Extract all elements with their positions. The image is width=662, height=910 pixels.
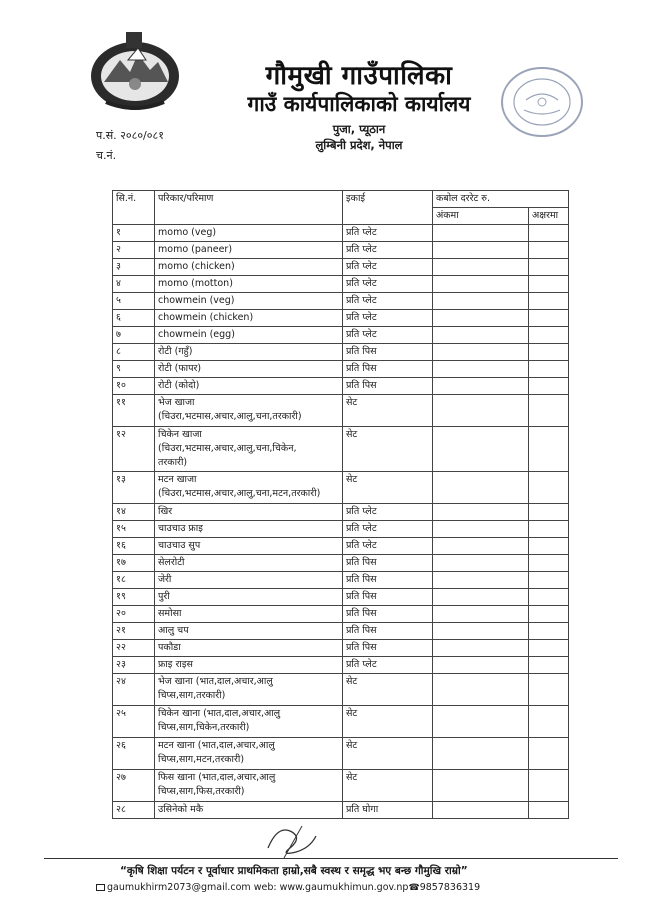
table-row	[113, 293, 569, 310]
mail-icon	[96, 884, 105, 891]
row-rate-figures[interactable]	[433, 555, 529, 572]
reference-number: प.सं. २०८०/०८१	[96, 129, 164, 142]
row-item	[155, 572, 343, 589]
address-line-2: लुम्बिनी प्रदेश, नेपाल	[315, 138, 403, 152]
row-item-name: जेरी	[158, 574, 172, 585]
row-sn: १८	[113, 572, 155, 589]
row-rate-figures[interactable]	[433, 589, 529, 606]
row-item-name: उसिनेको मकै	[158, 804, 204, 815]
row-rate-words[interactable]	[529, 623, 569, 640]
row-item	[155, 640, 343, 657]
row-sn: ४	[113, 276, 155, 293]
header-item: परिकार/परिमाण	[155, 191, 343, 225]
row-rate-figures[interactable]	[433, 427, 529, 472]
header-in-words: अक्षरमा	[529, 208, 569, 225]
row-rate-figures[interactable]	[433, 657, 529, 674]
row-item	[155, 276, 343, 293]
table-row	[113, 242, 569, 259]
row-item-detail: चिप्स,साग,मटन,तरकारी)	[158, 754, 245, 765]
row-rate-words[interactable]	[529, 657, 569, 674]
table-row	[113, 606, 569, 623]
row-unit: प्रति प्लेट	[343, 276, 433, 293]
row-item	[155, 623, 343, 640]
table-row	[113, 504, 569, 521]
row-item	[155, 657, 343, 674]
row-unit: प्रति पिस	[343, 378, 433, 395]
row-unit: सेट	[343, 738, 433, 770]
rate-table	[112, 190, 569, 819]
row-rate-figures[interactable]	[433, 504, 529, 521]
row-rate-words[interactable]	[529, 378, 569, 395]
table-row	[113, 361, 569, 378]
row-item	[155, 504, 343, 521]
row-rate-figures[interactable]	[433, 395, 529, 427]
row-unit: प्रति पिस	[343, 572, 433, 589]
row-unit: प्रति प्लेट	[343, 657, 433, 674]
row-unit: सेट	[343, 472, 433, 504]
row-sn: २१	[113, 623, 155, 640]
row-unit: प्रति पिस	[343, 344, 433, 361]
table-row	[113, 589, 569, 606]
row-rate-words[interactable]	[529, 572, 569, 589]
row-item-name: रोटी (फापर)	[158, 363, 202, 374]
table-row	[113, 640, 569, 657]
row-sn: ९	[113, 361, 155, 378]
row-rate-words[interactable]	[529, 361, 569, 378]
row-sn: १५	[113, 521, 155, 538]
row-item	[155, 293, 343, 310]
row-item-name: सेलरोटी	[158, 557, 185, 568]
row-item	[155, 674, 343, 706]
row-item	[155, 395, 343, 427]
row-rate-words[interactable]	[529, 640, 569, 657]
table-row	[113, 657, 569, 674]
row-item-name: चिकेन खाना (भात,दाल,अचार,आलु	[158, 708, 281, 719]
row-rate-words[interactable]	[529, 589, 569, 606]
table-row	[113, 259, 569, 276]
row-rate-words[interactable]	[529, 606, 569, 623]
row-item-detail-2: तरकारी)	[158, 457, 188, 468]
table-row	[113, 472, 569, 504]
table-row	[113, 770, 569, 802]
row-unit: प्रति पिस	[343, 555, 433, 572]
row-rate-figures[interactable]	[433, 225, 529, 242]
row-unit: प्रति पिस	[343, 623, 433, 640]
row-sn: ५	[113, 293, 155, 310]
row-sn: २	[113, 242, 155, 259]
row-sn: २८	[113, 802, 155, 819]
table-row	[113, 674, 569, 706]
row-rate-figures[interactable]	[433, 572, 529, 589]
row-sn: २७	[113, 770, 155, 802]
row-rate-words[interactable]	[529, 472, 569, 504]
row-item-name: chowmein (veg)	[158, 295, 235, 306]
row-unit: प्रति प्लेट	[343, 504, 433, 521]
row-rate-words[interactable]	[529, 674, 569, 706]
row-item-detail: चिप्स,साग,तरकारी)	[158, 690, 226, 701]
office-subtitle: गाउँ कार्यपालिकाको कार्यालय	[247, 92, 471, 116]
footer-email[interactable]: gaumukhirm2073@gmail.com	[107, 882, 251, 893]
row-sn: १६	[113, 538, 155, 555]
row-sn: ८	[113, 344, 155, 361]
row-sn: २३	[113, 657, 155, 674]
row-rate-words[interactable]	[529, 395, 569, 427]
header-unit: इकाई	[343, 191, 433, 225]
table-row	[113, 327, 569, 344]
row-item	[155, 472, 343, 504]
row-sn: ११	[113, 395, 155, 427]
row-sn: २४	[113, 674, 155, 706]
table-row	[113, 276, 569, 293]
table-row	[113, 378, 569, 395]
row-rate-words[interactable]	[529, 259, 569, 276]
row-rate-figures[interactable]	[433, 259, 529, 276]
row-rate-words[interactable]	[529, 276, 569, 293]
table-row	[113, 572, 569, 589]
row-item-name: chowmein (egg)	[158, 329, 235, 340]
footer-divider	[44, 858, 618, 859]
footer-web[interactable]: web: www.gaumukhimun.gov.np	[253, 882, 409, 893]
footer-phone: 9857836319	[419, 882, 481, 893]
header-in-figures: अंकमा	[433, 208, 529, 225]
row-unit: प्रति प्लेट	[343, 538, 433, 555]
row-sn: १७	[113, 555, 155, 572]
row-unit: प्रति प्लेट	[343, 293, 433, 310]
row-rate-figures[interactable]	[433, 706, 529, 738]
row-rate-figures[interactable]	[433, 310, 529, 327]
row-item	[155, 555, 343, 572]
row-sn: २२	[113, 640, 155, 657]
row-item	[155, 427, 343, 472]
row-unit: प्रति पिस	[343, 606, 433, 623]
row-rate-words[interactable]	[529, 555, 569, 572]
row-rate-figures[interactable]	[433, 640, 529, 657]
row-item	[155, 521, 343, 538]
row-item-detail: चिप्स,साग,चिकेन,तरकारी)	[158, 722, 250, 733]
row-rate-words[interactable]	[529, 538, 569, 555]
signature-icon	[262, 818, 322, 862]
row-item-name: रोटी (कोदो)	[158, 380, 200, 391]
row-item-name: भेज खाना (भात,दाल,अचार,आलु	[158, 676, 273, 687]
row-sn: १०	[113, 378, 155, 395]
government-emblem-icon	[86, 30, 184, 114]
row-unit: सेट	[343, 770, 433, 802]
row-item-detail: (चिउरा,भटमास,अचार,आलु,चना,मटन,तरकारी)	[158, 488, 321, 499]
row-rate-figures[interactable]	[433, 242, 529, 259]
row-unit: सेट	[343, 674, 433, 706]
row-item-name: चाउचाउ सुप	[158, 540, 201, 551]
row-rate-figures[interactable]	[433, 674, 529, 706]
row-unit: प्रति प्लेट	[343, 242, 433, 259]
row-rate-figures[interactable]	[433, 361, 529, 378]
row-sn: २०	[113, 606, 155, 623]
row-sn: १४	[113, 504, 155, 521]
row-item-name: momo (veg)	[158, 227, 217, 238]
table-row	[113, 538, 569, 555]
row-unit: सेट	[343, 706, 433, 738]
header-rate: कबोल दररेट रु.	[433, 191, 569, 208]
row-rate-figures[interactable]	[433, 276, 529, 293]
row-item-name: momo (paneer)	[158, 244, 233, 255]
row-item-detail: (चिउरा,भटमास,अचार,आलु,चना,चिकेन,	[158, 443, 297, 454]
row-item	[155, 802, 343, 819]
row-unit: प्रति घोगा	[343, 802, 433, 819]
row-rate-words[interactable]	[529, 504, 569, 521]
row-item	[155, 242, 343, 259]
row-item	[155, 310, 343, 327]
table-row	[113, 395, 569, 427]
row-sn: २६	[113, 738, 155, 770]
table-row	[113, 555, 569, 572]
row-item	[155, 706, 343, 738]
row-item-name: आलु चप	[158, 625, 189, 636]
table-row	[113, 225, 569, 242]
row-rate-figures[interactable]	[433, 623, 529, 640]
row-item-name: समोसा	[158, 608, 182, 619]
row-unit: प्रति प्लेट	[343, 225, 433, 242]
row-rate-figures[interactable]	[433, 344, 529, 361]
row-rate-words[interactable]	[529, 293, 569, 310]
row-item-name: मटन खाजा	[158, 474, 197, 485]
table-row	[113, 623, 569, 640]
row-unit: प्रति पिस	[343, 640, 433, 657]
row-item-detail: (चिउरा,भटमास,अचार,आलु,चना,तरकारी)	[158, 411, 302, 422]
row-item	[155, 538, 343, 555]
table-row	[113, 802, 569, 819]
table-row	[113, 521, 569, 538]
row-rate-words[interactable]	[529, 327, 569, 344]
row-item	[155, 259, 343, 276]
row-rate-figures[interactable]	[433, 538, 529, 555]
row-item-name: फिस खाना (भात,दाल,अचार,आलु	[158, 772, 276, 783]
row-unit: प्रति प्लेट	[343, 521, 433, 538]
table-row	[113, 738, 569, 770]
row-rate-words[interactable]	[529, 738, 569, 770]
row-unit: सेट	[343, 395, 433, 427]
row-sn: ३	[113, 259, 155, 276]
table-row	[113, 310, 569, 327]
row-rate-figures[interactable]	[433, 606, 529, 623]
row-rate-words[interactable]	[529, 225, 569, 242]
dispatch-number: च.नं.	[96, 149, 117, 162]
header-sn: सि.नं.	[113, 191, 155, 225]
row-rate-words[interactable]	[529, 242, 569, 259]
row-item-name: momo (motton)	[158, 278, 233, 289]
row-rate-figures[interactable]	[433, 327, 529, 344]
row-item	[155, 770, 343, 802]
row-item	[155, 225, 343, 242]
row-rate-words[interactable]	[529, 344, 569, 361]
row-unit: सेट	[343, 427, 433, 472]
row-unit: प्रति पिस	[343, 361, 433, 378]
row-item-name: खिर	[158, 506, 173, 517]
row-item-name: chowmein (chicken)	[158, 312, 254, 323]
row-item-name: चिकेन खाजा	[158, 429, 202, 440]
row-rate-figures[interactable]	[433, 378, 529, 395]
row-rate-figures[interactable]	[433, 802, 529, 819]
row-item	[155, 344, 343, 361]
row-rate-figures[interactable]	[433, 521, 529, 538]
row-item	[155, 378, 343, 395]
row-rate-figures[interactable]	[433, 738, 529, 770]
table-row	[113, 344, 569, 361]
row-rate-words[interactable]	[529, 770, 569, 802]
row-unit: प्रति प्लेट	[343, 327, 433, 344]
table-row	[113, 427, 569, 472]
row-rate-figures[interactable]	[433, 770, 529, 802]
row-item-name: पकौडा	[158, 642, 181, 653]
phone-icon: ☎	[408, 883, 420, 893]
row-item	[155, 361, 343, 378]
row-item	[155, 327, 343, 344]
table-header-row	[113, 191, 569, 208]
row-sn: १२	[113, 427, 155, 472]
row-item	[155, 606, 343, 623]
row-sn: ७	[113, 327, 155, 344]
row-item	[155, 589, 343, 606]
row-item-name: momo (chicken)	[158, 261, 235, 272]
row-item-name: फ्राइ राइस	[158, 659, 193, 670]
row-sn: १९	[113, 589, 155, 606]
row-sn: १३	[113, 472, 155, 504]
table-row	[113, 706, 569, 738]
row-unit: प्रति प्लेट	[343, 259, 433, 276]
address-line-1: पुजा, प्यूठान	[332, 122, 386, 136]
row-sn: ६	[113, 310, 155, 327]
footer-slogan: “कृषि शिक्षा पर्यटन र पूर्वाधार प्राथमिकता हाम्रो,सबै स्वस्थ र समृद्ध भए बन्छ गौमुखि राम्रो”	[120, 865, 468, 877]
row-item-detail: चिप्स,साग,फिस,तरकारी)	[158, 786, 245, 797]
row-rate-words[interactable]	[529, 802, 569, 819]
row-rate-words[interactable]	[529, 310, 569, 327]
row-sn: १	[113, 225, 155, 242]
row-sn: २५	[113, 706, 155, 738]
row-rate-words[interactable]	[529, 706, 569, 738]
row-rate-words[interactable]	[529, 521, 569, 538]
row-item	[155, 738, 343, 770]
office-name: गौमुखी गाउँपालिका	[265, 61, 453, 91]
row-rate-figures[interactable]	[433, 293, 529, 310]
row-unit: प्रति प्लेट	[343, 310, 433, 327]
row-item-name: भेज खाजा	[158, 397, 195, 408]
row-item-name: रोटी (गहुँ)	[158, 346, 193, 357]
footer-contact	[96, 882, 566, 893]
row-rate-words[interactable]	[529, 427, 569, 472]
row-item-name: पुरी	[158, 591, 170, 602]
row-rate-figures[interactable]	[433, 472, 529, 504]
row-unit: प्रति पिस	[343, 589, 433, 606]
row-item-name: मटन खाना (भात,दाल,अचार,आलु	[158, 740, 275, 751]
row-item-name: चाउचाउ फ्राइ	[158, 523, 203, 534]
